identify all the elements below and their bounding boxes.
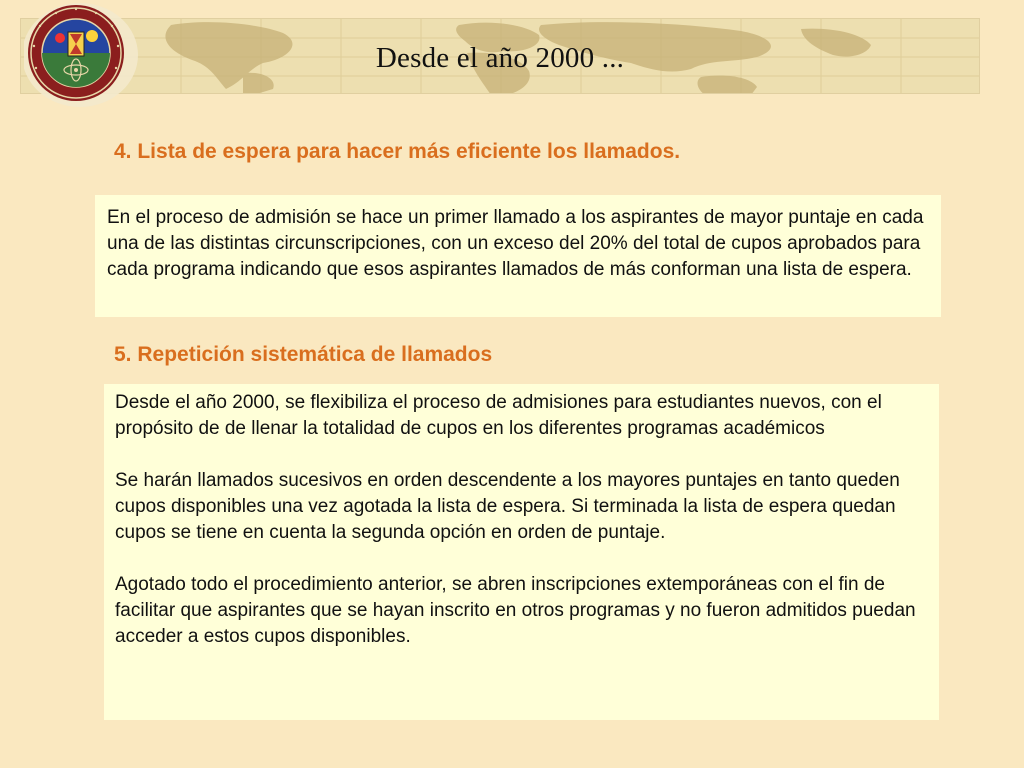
- slide-title: Desde el año 2000 ...: [375, 42, 625, 74]
- text-box-repeated-calls: [104, 384, 939, 720]
- institution-seal-icon: [24, 2, 140, 108]
- paragraph: Desde el año 2000, se flexibiliza el proceso de admisiones para estudiantes nuevos, con el propósito de de llenar la totalidad de cupos en los diferentes programas académicos: [115, 392, 882, 439]
- paragraph: Se harán llamados sucesivos en orden descendente a los mayores puntajes en tanto queden cupos disponibles una vez agotada la lista de espera. Si terminada la lista de espera quedan cupos se tiene en cuenta la segunda opción en orden de puntaje.: [115, 470, 900, 543]
- paragraph: Agotado todo el procedimiento anterior, se abren inscripciones extemporáneas con el fin de facilitar que aspirantes que se hayan inscrito en otros programas y no fueron admitidos puedan acceder a estos cupos disponibles.: [115, 574, 916, 647]
- paragraph: En el proceso de admisión se hace un primer llamado a los aspirantes de mayor puntaje en cada una de las distintas circunscripciones, con un exceso del 20% del total de cupos aprobados para cada programa indicando que esos aspirantes llamados de más conforman una lista de espera.: [107, 207, 924, 280]
- institution-logo: [24, 2, 140, 108]
- section-heading-repeated-calls: 5. Repetición sistemática de llamados: [114, 343, 493, 366]
- section-heading-waiting-list: 4. Lista de espera para hacer más eficiente los llamados.: [114, 140, 681, 163]
- text-box-waiting-list: [95, 195, 941, 317]
